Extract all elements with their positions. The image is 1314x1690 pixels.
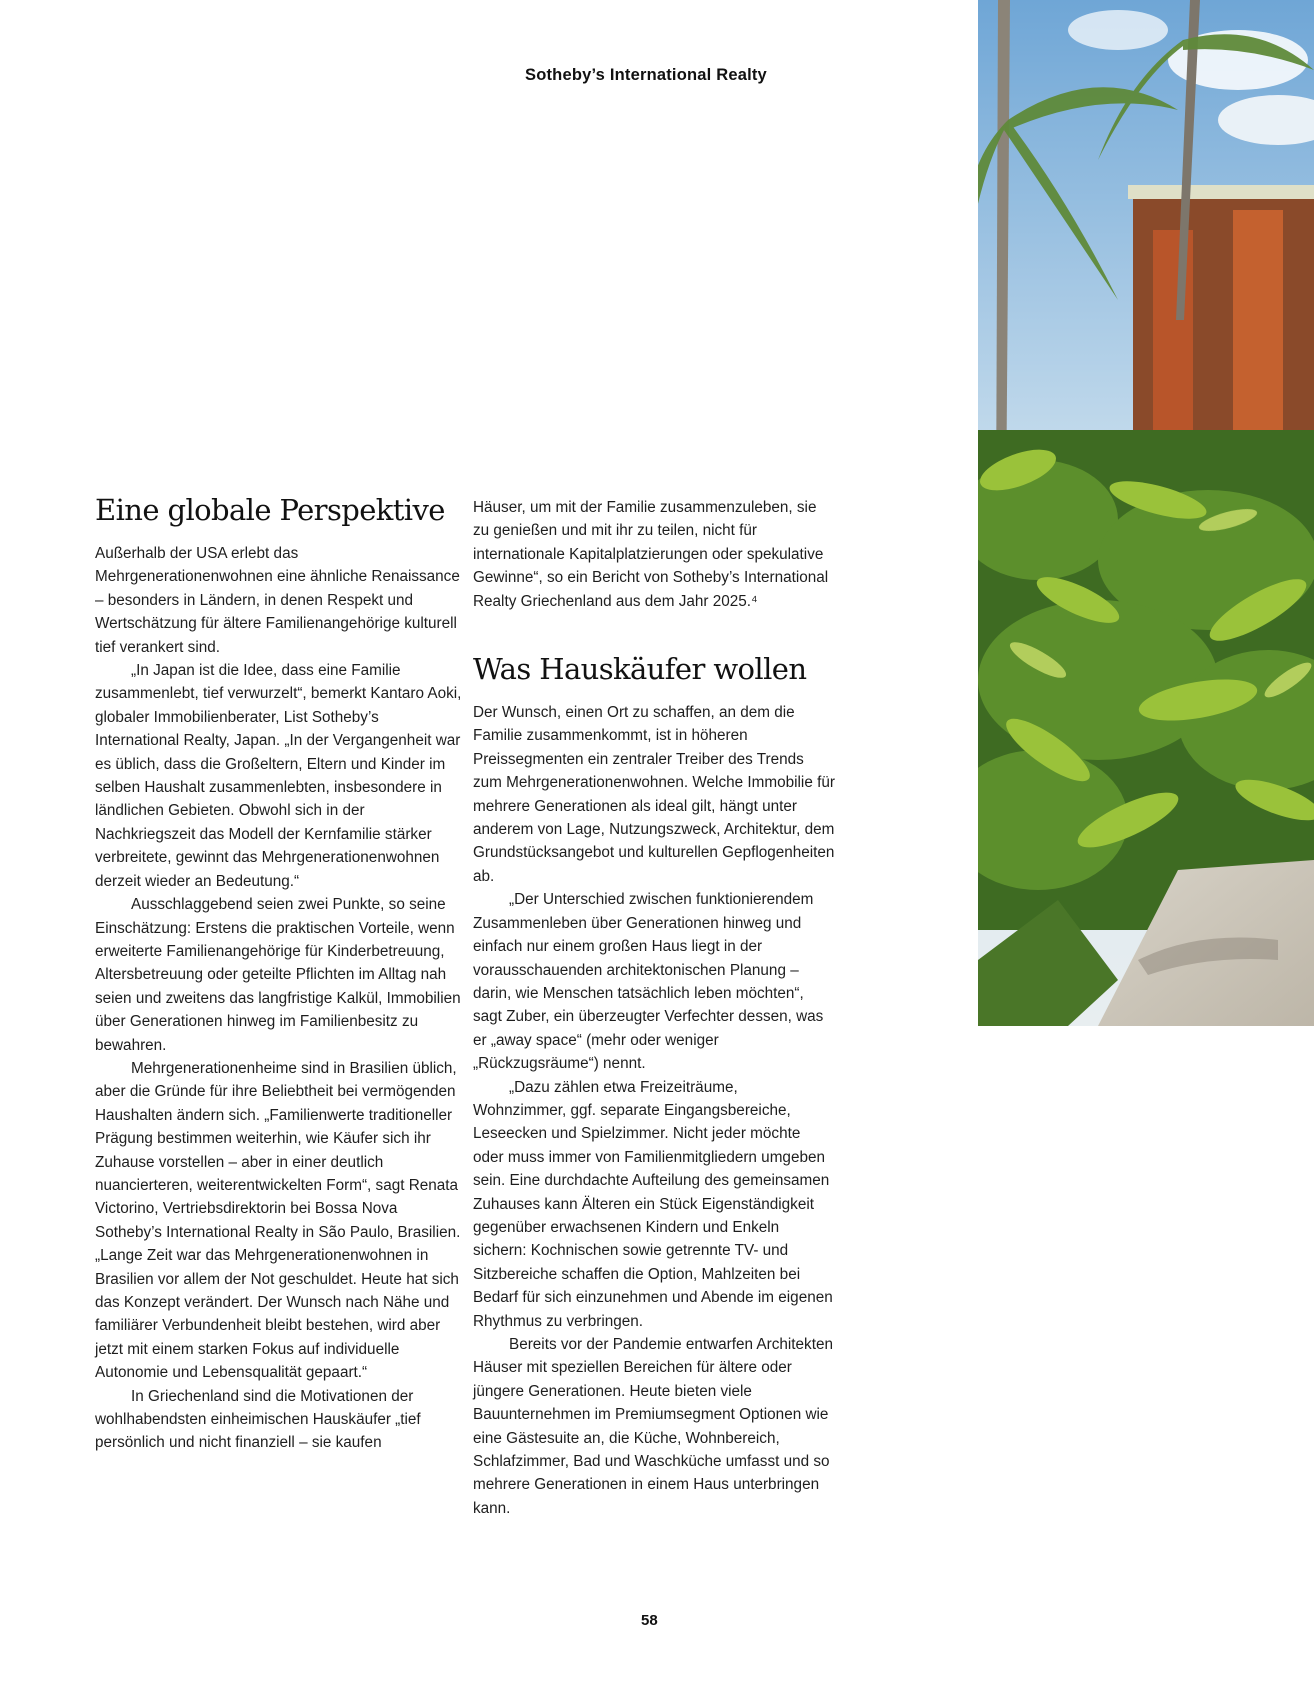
tropical-garden-photo bbox=[978, 0, 1314, 1026]
publisher-header: Sotheby’s International Realty bbox=[525, 66, 767, 84]
section-heading-what-buyers-want: Was Hauskäufer wollen bbox=[473, 652, 807, 687]
body-paragraph: „Dazu zählen etwa Freizeiträume, Wohnzimmer, ggf. separate Eingangsbereiche, Leseecken und Spielzimmer. Nicht jeder möchte oder muss immer von Familienmitgliedern umgeben sein. Eine durchdachte Aufteilung des gemeinsamen Zuhauses kann Älteren ein Stück Eigenständigkeit gegenüber erwachsenen Kindern und Enkeln sichern: Kochnischen sowie getrennte TV- und Sitzbereiche schaffen die Option, Mahlzeiten bei Bedarf für sich einzunehmen und Abende im eigenen Rhythmus zu verbringen. bbox=[473, 1078, 833, 1330]
body-paragraph: Der Wunsch, einen Ort zu schaffen, an dem die Familie zusammenkommt, ist in höheren Preissegmenten ein zentraler Treiber des Trends zum Mehrgenerationenwohnen. Welche Immobilie für mehrere Generationen als ideal gilt, hängt unter anderem von Lage, Nutzungszweck, Architektur, dem Grundstücksangebot und kulturellen Gepflogenheiten ab. bbox=[473, 704, 835, 885]
page-number: 58 bbox=[641, 1612, 658, 1629]
body-paragraph: Ausschlaggebend seien zwei Punkte, so seine Einschätzung: Erstens die praktischen Vorteile, wenn erweiterte Familienangehörige für Kinderbetreuung, Altersbetreuung oder geteilte Pflichten im Alltag nah seien und zweitens das langfristige Kalkül, Immobilien über Generationen hinweg im Familienbesitz zu bewahren. bbox=[95, 896, 461, 1054]
body-paragraph: In Griechenland sind die Motivationen der wohlhabendsten einheimischen Hauskäufer „tief persönlich und nicht finanziell – sie kaufen bbox=[95, 1387, 421, 1452]
left-column bbox=[95, 492, 465, 1455]
body-paragraph-continued: Häuser, um mit der Familie zusammenzuleben, sie zu genießen und mit ihr zu teilen, nicht für internationale Kapitalplatzierungen oder spekulative Gewinne“, so ein Bericht von Sotheby’s International Realty Griechenland aus dem Jahr 2025.⁴ bbox=[473, 499, 829, 610]
section-heading-global-perspective: Eine globale Perspektive bbox=[95, 493, 445, 527]
body-paragraph: Mehrgenerationenheime sind in Brasilien üblich, aber die Gründe für ihre Beliebtheit bei vermögenden Haushalten ändern sich. „Familienwerte traditioneller Prägung bestimmen weiterhin, wie Käufer sich ihr Zuhause vorstellen – aber in einer deutlich nuancierteren, weiterentwickelten Form“, sagt Renata Victorino, Vertriebsdirektorin bei Bossa Nova Sotheby’s International Realty in São Paulo, Brasilien. „Lange Zeit war das Mehrgenerationenwohnen in Brasilien vor allem der Not geschuldet. Heute hat sich das Konzept verändert. Der Wunsch nach Nähe und familiärer Verbundenheit bleibt bestehen, wird aber jetzt mit einem starken Fokus auf individuelle Autonomie und Lebensqualität gepaart.“ bbox=[95, 1059, 461, 1382]
body-paragraph: „Der Unterschied zwischen funktionierendem Zusammenleben über Generationen hinweg und einfach nur einem großen Haus liegt in der vorausschauenden architektonischen Planung – darin, wie Menschen tatsächlich leben möchten“, sagt Zuber, ein überzeugter Verfechter dessen, was er „away space“ (mehr oder weniger „Rückzugsräume“) nennt. bbox=[473, 891, 824, 1073]
body-paragraph: Außerhalb der USA erlebt das Mehrgenerationenwohnen eine ähnliche Renaissance – besonders in Ländern, in denen Respekt und Wertschätzung für ältere Familienangehörige kulturell tief verankert sind. bbox=[95, 545, 460, 656]
body-paragraph: Bereits vor der Pandemie entwarfen Architekten Häuser mit speziellen Bereichen für ältere oder jüngere Generationen. Heute bieten viele Bauunternehmen im Premiumsegment Optionen wie eine Gästesuite an, die Küche, Wohnbereich, Schlafzimmer, Bad und Waschküche umfasst und so mehrere Generationen in einem Haus unterbringen kann. bbox=[473, 1336, 833, 1517]
right-column bbox=[473, 496, 835, 1520]
body-paragraph: „In Japan ist die Idee, dass eine Familie zusammenlebt, tief verwurzelt“, bemerkt Kantaro Aoki, globaler Immobilienberater, List Sotheby’s International Realty, Japan. „In der Vergangenheit war es üblich, dass die Großeltern, Eltern und Kinder im selben Haushalt zusammenlebten, insbesondere in ländlichen Gebieten. Obwohl sich in der Nachkriegszeit das Modell der Kernfamilie stärker verbreitete, gewinnt das Mehrgenerationenwohnen derzeit wieder an Bedeutung.“ bbox=[95, 662, 462, 890]
